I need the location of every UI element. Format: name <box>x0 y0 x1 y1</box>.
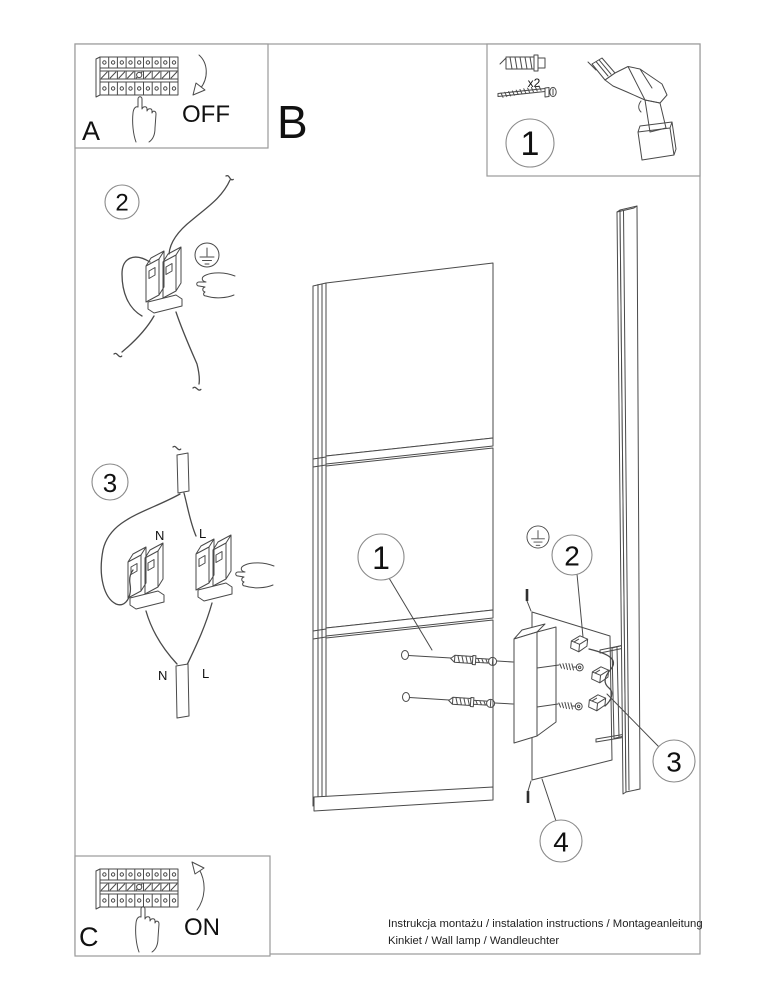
wall-side-rails <box>313 457 326 639</box>
mounting-bracket <box>514 624 556 743</box>
wall-panel-middle <box>326 448 493 628</box>
incoming-wire <box>169 180 230 254</box>
wire-break-icon <box>193 387 201 390</box>
section-a-label: A <box>82 116 101 146</box>
footer-caption <box>388 918 703 947</box>
caption-line-1: Instrukcja montażu / instalation instructions / Montageanleitung <box>388 918 703 930</box>
switch-on-label: ON <box>184 914 220 941</box>
anchor-qty-label: x2 <box>527 76 541 90</box>
step4-number: 4 <box>553 826 569 858</box>
label-neutral-top: N <box>155 528 165 543</box>
leader-step2 <box>577 574 583 637</box>
tools-step-number: 1 <box>520 125 540 163</box>
wiring-step2-number: 2 <box>115 189 129 217</box>
wall-cabinet <box>313 263 493 811</box>
tools-panel <box>487 44 700 176</box>
terminal-connector-1 <box>570 635 588 653</box>
step1-number: 1 <box>372 540 390 576</box>
section-a-panel <box>75 44 268 148</box>
cable-sleeve-top <box>177 453 189 493</box>
wiring-step3-number: 3 <box>102 468 118 498</box>
label-live-bottom: L <box>202 666 210 681</box>
label-neutral-bottom: N <box>158 668 168 683</box>
wall-panel-top <box>326 263 493 456</box>
step3-number: 3 <box>666 746 682 778</box>
section-c-label: C <box>79 922 99 952</box>
lamp-flange-bottom <box>596 734 626 742</box>
earth-symbol-icon <box>195 243 219 267</box>
terminal-block-pair-l <box>196 535 232 601</box>
wire-break-icon <box>114 353 122 357</box>
hand-icon <box>236 563 274 588</box>
fixing-screw-top <box>559 662 583 671</box>
cable-sleeve-bottom <box>176 664 189 718</box>
section-c-panel <box>75 856 270 956</box>
fixing-screw-bottom <box>558 701 582 710</box>
leader-step4 <box>542 779 556 821</box>
lamp-flange-top <box>600 646 622 654</box>
live-wire <box>184 493 196 536</box>
label-live-top: L <box>199 526 207 541</box>
circuit-breaker-icon <box>96 57 178 97</box>
terminal-block-pair <box>146 247 182 313</box>
wall-side-face <box>313 283 326 806</box>
step2-number: 2 <box>564 540 580 572</box>
terminal-connector-3 <box>588 694 606 712</box>
wiring-step-2 <box>105 175 235 390</box>
wiring-step-3 <box>92 446 274 718</box>
caption-line-2: Kinkiet / Wall lamp / Wandleuchter <box>388 935 560 947</box>
hand-icon <box>197 273 235 298</box>
wall-panel-bottom <box>326 620 493 798</box>
terminal-block-pair-n <box>128 543 164 609</box>
wire-break-icon <box>173 446 181 450</box>
switch-off-label: OFF <box>182 101 230 128</box>
earth-symbol-icon <box>527 526 549 548</box>
section-b-label: B <box>277 96 308 148</box>
circuit-breaker-icon <box>96 869 178 909</box>
